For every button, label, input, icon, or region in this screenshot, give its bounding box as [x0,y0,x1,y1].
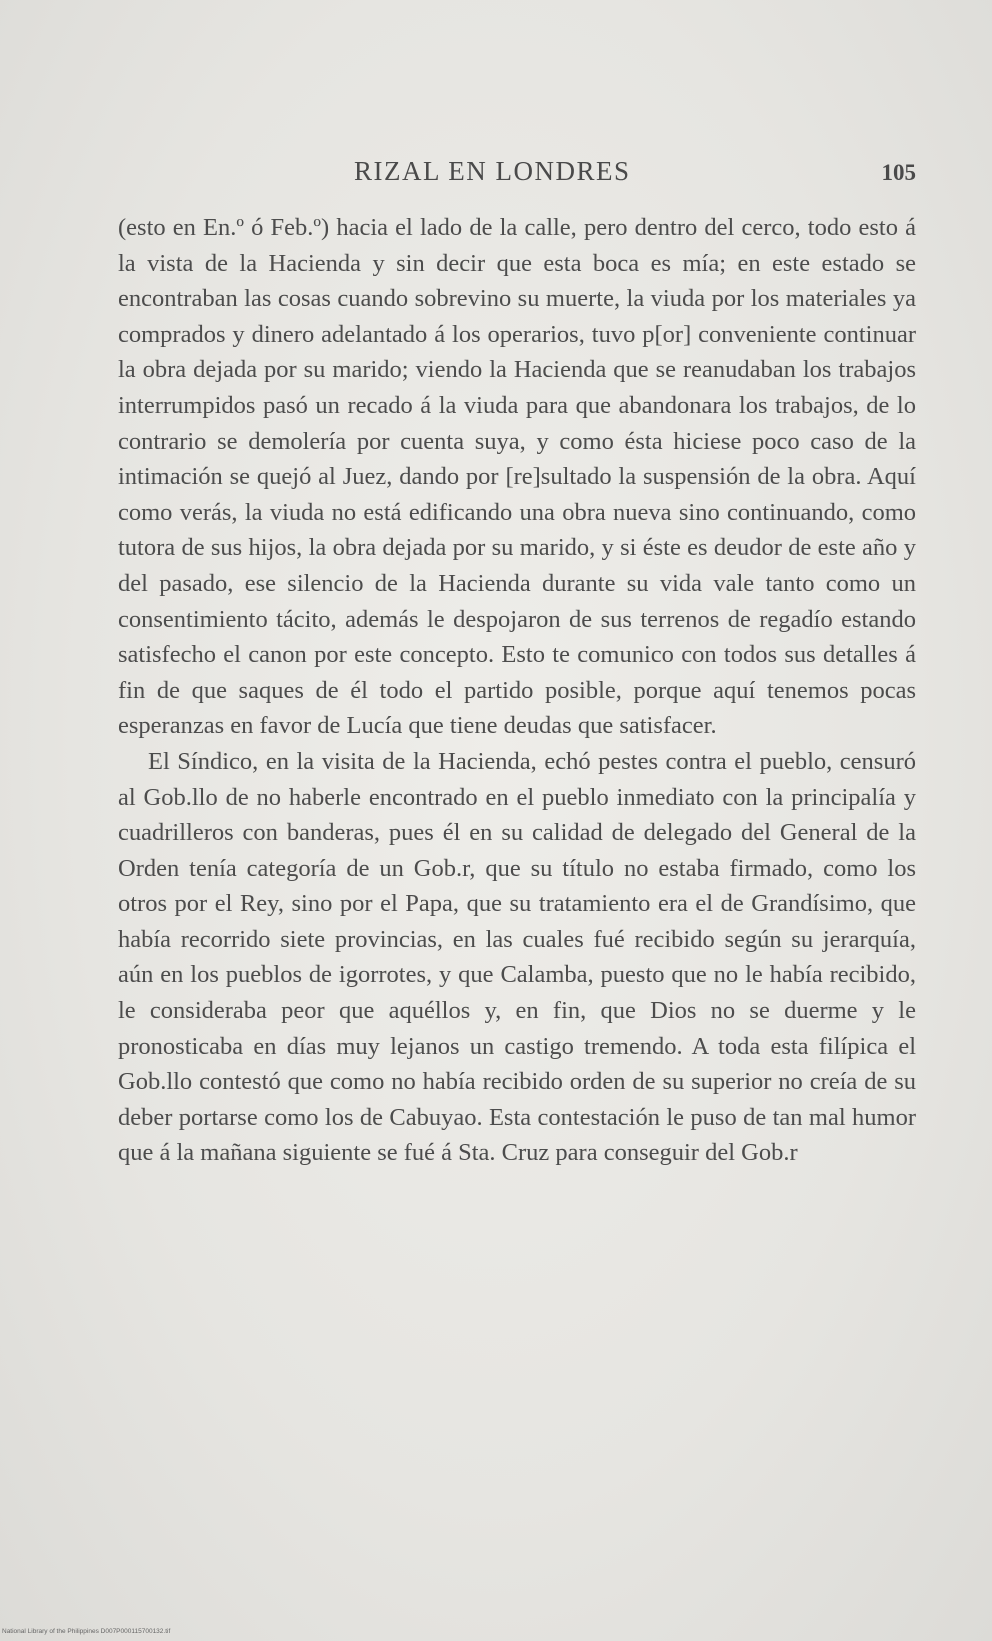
body-text [118,210,916,1171]
paragraph: El Síndico, en la visita de la Hacienda, echó pestes contra el pueblo, censuró al Gob.llo de no haberle encontrado en el pueblo inmediato con la principalía y cuadrilleros con banderas, pues él en su calidad de delegado del General de la Orden tenía categoría de un Gob.r, que su título no estaba firmado, como los otros por el Rey, sino por el Papa, que su tratamiento era el de Grandísimo, que había recorrido siete provincias, en las cuales fué recibido según su jerarquía, aún en los pueblos de igorrotes, y que Calamba, puesto que no le había recibido, le consideraba peor que aquéllos y, en fin, que Dios no se duerme y le pronosticaba en días muy lejanos un castigo tremendo. A toda esta filípica el Gob.llo contestó que como no había recibido orden de su superior no creía de su deber portarse como los de Cabuyao. Esta contestación le puso de tan mal humor que á la mañana siguiente se fué á Sta. Cruz para conseguir del Gob.r [118,747,916,1167]
paragraph: (esto en En.º ó Feb.º) hacia el lado de la calle, pero dentro del cerco, todo esto á la vista de la Hacienda y sin decir que esta boca es mía; en este estado se encontraban las cosas cuando sobrevino su muerte, la viuda por los materiales ya comprados y dinero adelantado á los operarios, tuvo p[or] conveniente continuar la obra dejada por su marido; viendo la Hacienda que se reanudaban los trabajos interrumpidos pasó un recado á la viuda para que abandonara los trabajos, de lo contrario se demolería por cuenta suya, y como ésta hiciese poco caso de la intimación se quejó al Juez, dando por [re]sultado la suspensión de la obra. Aquí como verás, la viuda no está edificando una obra nueva sino continuando, como tutora de sus hijos, la obra dejada por su marido, y si éste es deudor de este año y del pasado, ese silencio de la Hacienda durante su vida vale tanto como un consentimiento tácito, además le despojaron de sus terrenos de regadío estando satisfecho el canon por este concepto. Esto te comunico con todos sus detalles á fin de que saques de él todo el partido posible, porque aquí tenemos pocas esperanzas en favor de Lucía que tiene deudas que satisfacer. [118,214,916,740]
scan-credit: National Library of the Philippines D007P000115700132.tif [2,1628,171,1635]
running-title: RIZAL EN LONDRES [354,156,631,186]
page-number: 105 [881,160,916,185]
running-head [118,150,916,194]
